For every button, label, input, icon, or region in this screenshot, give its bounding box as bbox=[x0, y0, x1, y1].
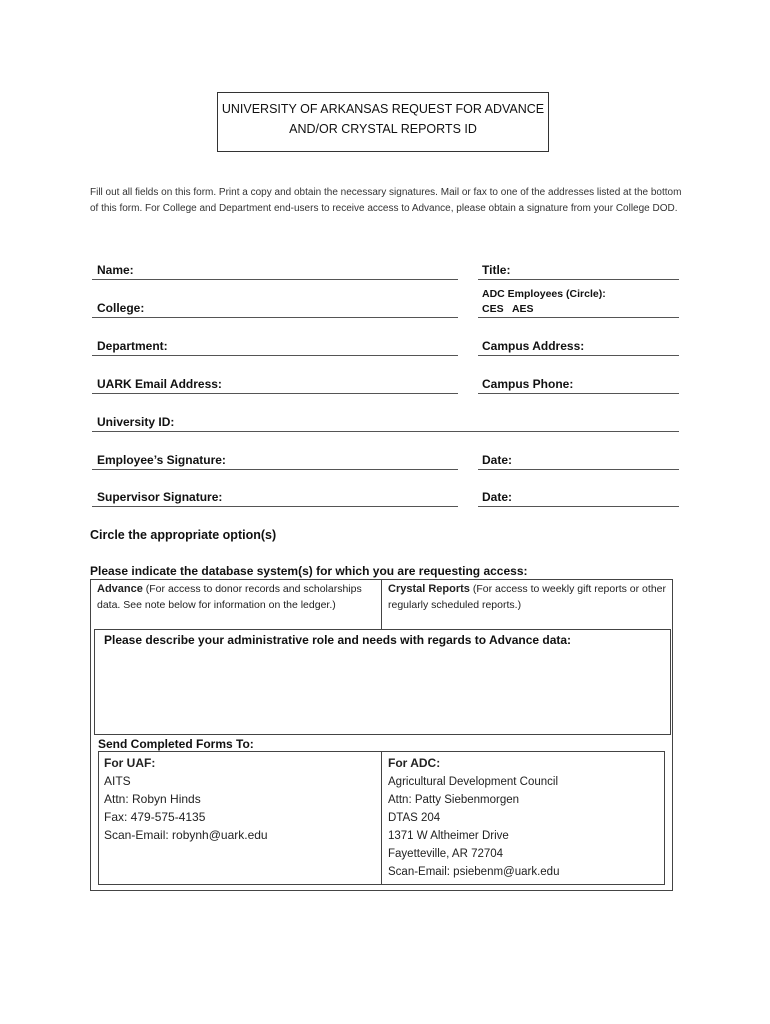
name-label: Name: bbox=[97, 263, 134, 277]
name-field[interactable] bbox=[92, 263, 458, 280]
employee-date-field[interactable] bbox=[478, 453, 679, 470]
circle-options-heading: Circle the appropriate option(s) bbox=[90, 528, 277, 542]
adc-employees-field[interactable] bbox=[478, 287, 679, 318]
employee-signature-label: Employee’s Signature: bbox=[97, 453, 226, 467]
department-field[interactable] bbox=[92, 339, 458, 356]
title-label: Title: bbox=[482, 263, 511, 277]
advance-option[interactable] bbox=[97, 581, 377, 613]
uaf-line: Attn: Robyn Hinds bbox=[104, 792, 201, 806]
college-label: College: bbox=[97, 301, 145, 315]
title-field[interactable] bbox=[478, 263, 679, 280]
university-id-label: University ID: bbox=[97, 415, 175, 429]
table-divider bbox=[381, 579, 382, 630]
adc-options[interactable]: CES AES bbox=[482, 303, 534, 315]
form-title-line2: AND/OR CRYSTAL REPORTS ID bbox=[289, 122, 477, 136]
send-forms-heading: Send Completed Forms To: bbox=[98, 737, 254, 751]
campus-phone-label: Campus Phone: bbox=[482, 377, 574, 391]
adc-line: 1371 W Altheimer Drive bbox=[388, 830, 509, 842]
describe-heading: Please describe your administrative role and needs with regards to Advance data: bbox=[104, 633, 572, 647]
adc-line: DTAS 204 bbox=[388, 812, 441, 824]
email-label: UARK Email Address: bbox=[97, 377, 222, 391]
uaf-line: AITS bbox=[104, 774, 131, 788]
university-id-field[interactable] bbox=[92, 415, 679, 432]
instructions-text: Fill out all fields on this form. Print a copy and obtain the necessary signatures. Mail or fax to one of the addresses listed at the bottom of this form. For College and Department end-users to receive access to Advance, please obtain a signature from your College DOD. bbox=[90, 187, 682, 214]
adc-line: Agricultural Development Council bbox=[388, 776, 559, 788]
campus-address-field[interactable] bbox=[478, 339, 679, 356]
adc-employees-label: ADC Employees (Circle): bbox=[482, 288, 606, 300]
uaf-email[interactable]: Scan-Email: robynh@uark.edu bbox=[104, 828, 268, 842]
campus-address-label: Campus Address: bbox=[482, 339, 585, 353]
form-title-line1: UNIVERSITY OF ARKANSAS REQUEST FOR ADVANCE bbox=[221, 102, 545, 116]
adc-heading: For ADC: bbox=[388, 756, 441, 770]
college-field[interactable] bbox=[92, 301, 458, 318]
crystal-reports-option[interactable] bbox=[388, 581, 670, 613]
adc-address bbox=[388, 754, 663, 881]
form-title bbox=[217, 92, 549, 152]
address-divider bbox=[381, 751, 382, 885]
crystal-reports-description: (For access to weekly gift reports or other regularly scheduled reports.) bbox=[388, 583, 666, 611]
employee-signature-field[interactable] bbox=[92, 453, 458, 470]
uaf-address bbox=[104, 754, 374, 844]
crystal-reports-label: Crystal Reports bbox=[388, 583, 470, 595]
uaf-heading: For UAF: bbox=[104, 756, 156, 770]
supervisor-date-label: Date: bbox=[482, 490, 513, 504]
adc-line: Attn: Patty Siebenmorgen bbox=[388, 794, 520, 806]
advance-label: Advance bbox=[97, 583, 143, 595]
advance-description: (For access to donor records and scholarships data. See note below for information on the ledger.) bbox=[97, 583, 362, 611]
campus-phone-field[interactable] bbox=[478, 377, 679, 394]
supervisor-date-field[interactable] bbox=[478, 490, 679, 507]
adc-line: Fayetteville, AR 72704 bbox=[388, 848, 504, 860]
employee-date-label: Date: bbox=[482, 453, 513, 467]
uaf-line: Fax: 479-575-4135 bbox=[104, 810, 206, 824]
supervisor-signature-label: Supervisor Signature: bbox=[97, 490, 223, 504]
adc-email[interactable]: Scan-Email: psiebenm@uark.edu bbox=[388, 866, 560, 878]
department-label: Department: bbox=[97, 339, 168, 353]
database-heading: Please indicate the database system(s) for which you are requesting access: bbox=[90, 564, 528, 578]
supervisor-signature-field[interactable] bbox=[92, 490, 458, 507]
email-field[interactable] bbox=[92, 377, 458, 394]
